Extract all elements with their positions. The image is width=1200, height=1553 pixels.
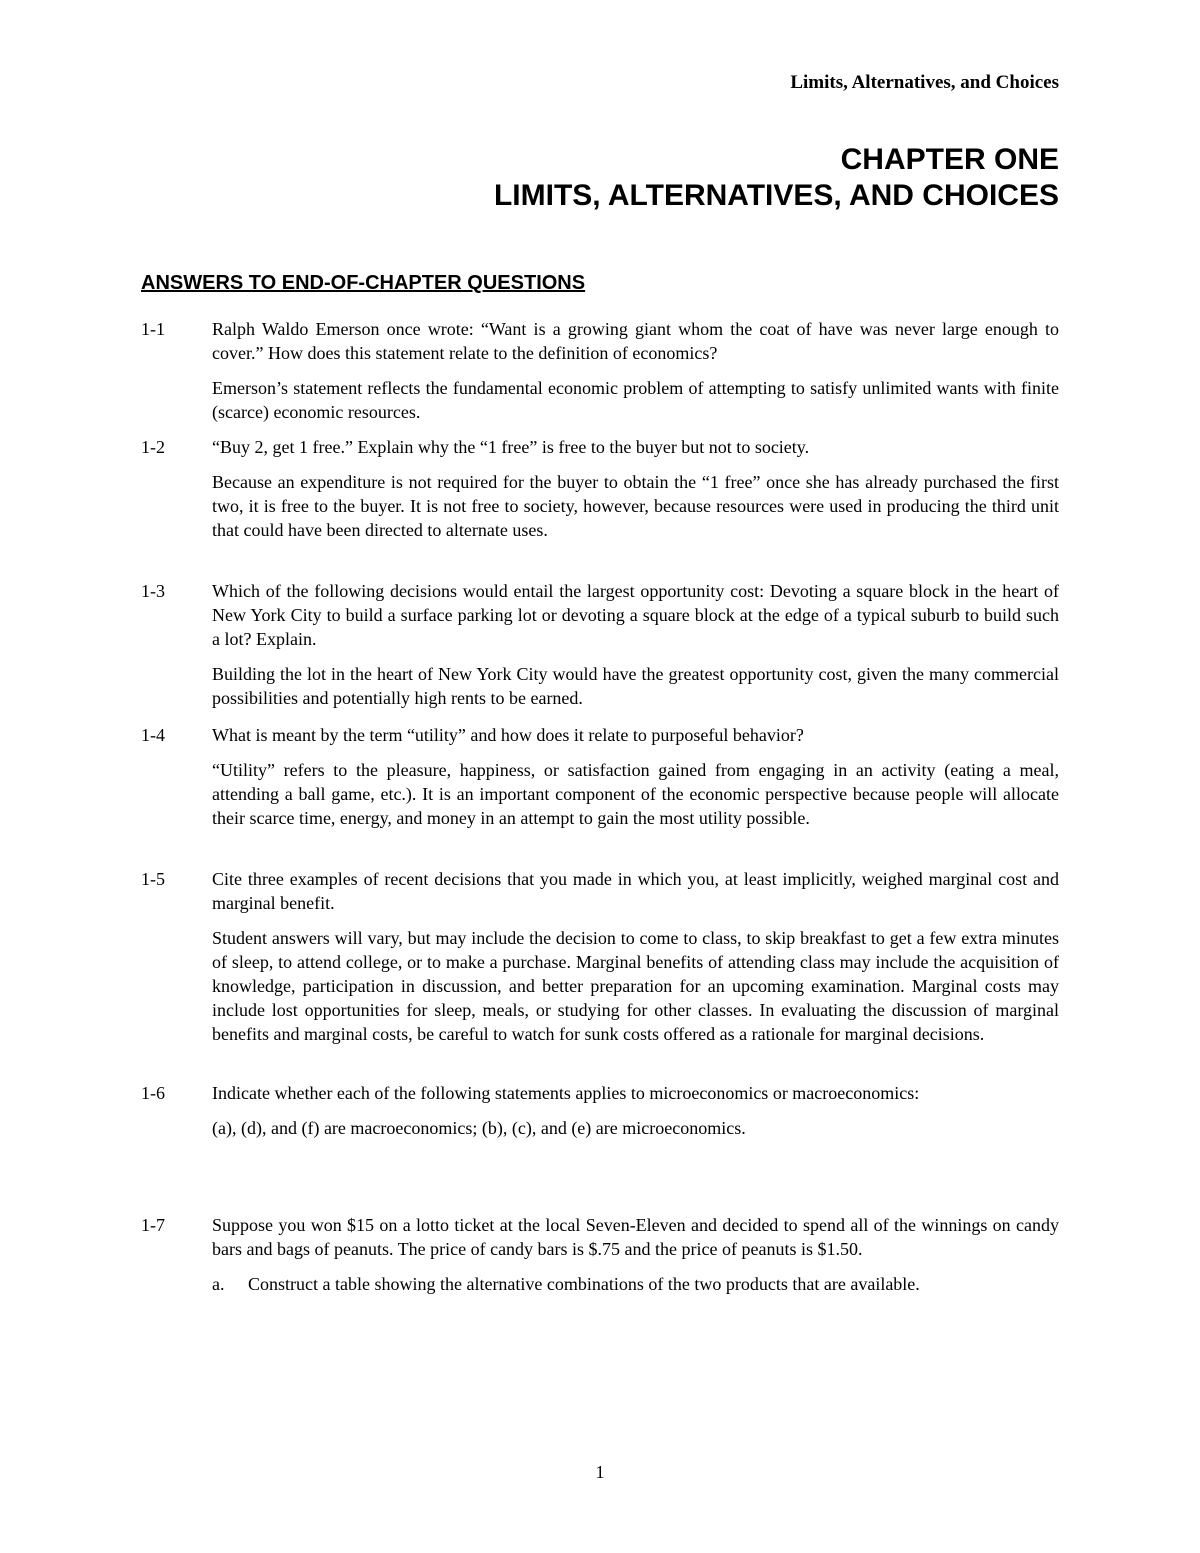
question-number: 1-6 bbox=[141, 1083, 165, 1103]
chapter-title bbox=[494, 142, 1059, 214]
chapter-number: CHAPTER ONE bbox=[840, 143, 1059, 176]
question-number: 1-1 bbox=[141, 319, 165, 339]
question-1-5 bbox=[141, 867, 1059, 1046]
section-heading: ANSWERS TO END-OF-CHAPTER QUESTIONS bbox=[141, 272, 586, 294]
question-1-7 bbox=[141, 1213, 1059, 1296]
question-text: Ralph Waldo Emerson once wrote: “Want is a growing giant whom the coat of have was never large enough to cover.” How does this statement relate to the definition of economics? bbox=[212, 319, 1059, 363]
question-text: Cite three examples of recent decisions that you made in which you, at least implicitly, weighed marginal cost and marginal benefit. bbox=[212, 869, 1059, 913]
chapter-name: LIMITS, ALTERNATIVES, AND CHOICES bbox=[493, 179, 1059, 212]
answer-text: Student answers will vary, but may include the decision to come to class, to skip breakfast to get a few extra minutes of sleep, to attend college, or to make a purchase. Marginal benefits of attending class may include the acquisition of knowledge, participation in discussion, and better preparation for an upcoming examination. Marginal costs may include lost opportunities for sleep, meals, or studying for other classes. In evaluating the discussion of marginal benefits and marginal costs, be careful to watch for sunk costs offered as a rationale for marginal decisions. bbox=[212, 928, 1059, 1044]
sub-question-label: a. bbox=[212, 1274, 225, 1294]
answer-text: Emerson’s statement reflects the fundamental economic problem of attempting to satisfy unlimited wants with finite (scarce) economic resources. bbox=[212, 378, 1059, 422]
question-text: Indicate whether each of the following statements applies to microeconomics or macroeconomics: bbox=[212, 1083, 920, 1103]
sub-question-a bbox=[212, 1272, 1059, 1296]
question-1-6 bbox=[141, 1081, 1059, 1140]
running-header: Limits, Alternatives, and Choices bbox=[790, 72, 1059, 93]
answer-text: Building the lot in the heart of New York City would have the greatest opportunity cost, given the many commercial possibilities and potentially high rents to be earned. bbox=[212, 664, 1059, 708]
question-number: 1-5 bbox=[141, 869, 165, 889]
question-1-1 bbox=[141, 317, 1059, 424]
sub-question-text: Construct a table showing the alternative combinations of the two products that are available. bbox=[248, 1274, 920, 1294]
question-number: 1-3 bbox=[141, 581, 165, 601]
question-number: 1-2 bbox=[141, 437, 165, 457]
answer-text: Because an expenditure is not required for the buyer to obtain the “1 free” once she has already purchased the first two, it is free to the buyer. It is not free to society, however, because resources were used in producing the third unit that could have been directed to alternate uses. bbox=[212, 472, 1059, 540]
answer-text: “Utility” refers to the pleasure, happiness, or satisfaction gained from engaging in an activity (eating a meal, attending a ball game, etc.). It is an important component of the economic perspective because people will allocate their scarce time, energy, and money in an attempt to gain the most utility possible. bbox=[212, 760, 1059, 828]
question-1-2 bbox=[141, 435, 1059, 542]
question-text: Which of the following decisions would entail the largest opportunity cost: Devoting a square block in the heart of New York City to build a surface parking lot or devoting a square block at the edge of a typical suburb to build such a lot? Explain. bbox=[212, 581, 1059, 649]
answer-text: (a), (d), and (f) are macroeconomics; (b), (c), and (e) are microeconomics. bbox=[212, 1118, 746, 1138]
question-text: What is meant by the term “utility” and how does it relate to purposeful behavior? bbox=[212, 725, 804, 745]
page-number: 1 bbox=[595, 1462, 605, 1482]
question-1-3 bbox=[141, 579, 1059, 710]
question-1-4 bbox=[141, 723, 1059, 830]
question-text: Suppose you won $15 on a lotto ticket at the local Seven-Eleven and decided to spend all of the winnings on candy bars and bags of peanuts. The price of candy bars is $.75 and the price of peanuts is $1.50. bbox=[212, 1215, 1059, 1259]
question-number: 1-4 bbox=[141, 725, 165, 745]
question-number: 1-7 bbox=[141, 1215, 165, 1235]
question-text: “Buy 2, get 1 free.” Explain why the “1 free” is free to the buyer but not to society. bbox=[212, 437, 810, 457]
